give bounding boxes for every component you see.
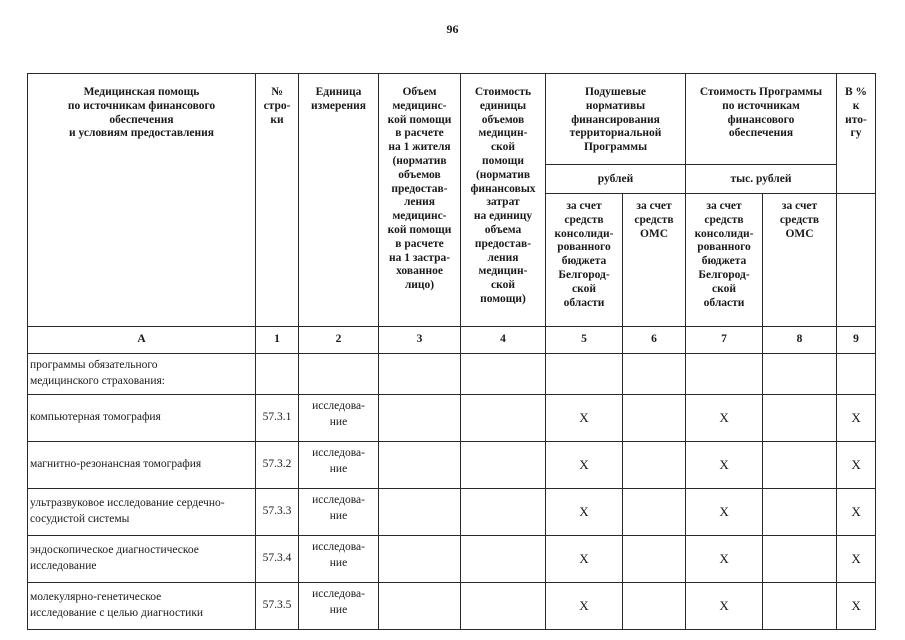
row-col-9: Х [837,583,876,630]
row-col-9: Х [837,395,876,442]
row-name [28,536,256,583]
header-col-6-text: за счет средств ОМС [634,200,674,240]
section-row [28,354,876,395]
header-col-2 [299,74,379,327]
row-code: 57.3.2 [256,442,299,489]
row-col-8 [763,536,837,583]
header-col-2-text: Единица измерения [311,86,366,112]
header-col-9 [837,74,876,194]
header-col-a-text: Медицинская помощь по источникам финансового обеспечения и условиям предоставления [67,86,216,140]
column-number-9: 9 [837,327,876,354]
row-col-3 [379,536,461,583]
section-cell-9 [837,354,876,395]
header-row-1 [28,74,876,165]
row-col-9: Х [837,489,876,536]
financing-table [27,73,876,630]
row-col-3 [379,489,461,536]
row-name [28,489,256,536]
row-unit-text: исследова- ние [312,541,365,569]
column-number-row [28,327,876,354]
column-number-6: 6 [623,327,686,354]
row-name-text: компьютерная томография [30,411,161,424]
header-unit-thousand-rubles [686,165,837,194]
row-col-7: Х [686,583,763,630]
row-col-3 [379,583,461,630]
row-code: 57.3.5 [256,583,299,630]
section-cell-7 [686,354,763,395]
row-unit [299,395,379,442]
header-col-8 [763,194,837,327]
header-unit-rubles-text: рублей [597,173,634,186]
row-col-6 [623,583,686,630]
row-unit-text: исследова- ние [312,447,365,475]
row-col-5: Х [546,536,623,583]
header-col-4 [461,74,546,327]
column-number-5: 5 [546,327,623,354]
row-col-5: Х [546,442,623,489]
header-col-1-text: № стро- ки [263,86,291,126]
row-code: 57.3.3 [256,489,299,536]
row-col-3 [379,395,461,442]
row-col-9: Х [837,442,876,489]
section-cell-6 [623,354,686,395]
row-unit [299,489,379,536]
header-col-9-spacer [837,194,876,327]
row-name-text: магнитно-резонансная томография [30,458,202,471]
table-row [28,395,876,442]
row-unit [299,583,379,630]
row-col-8 [763,583,837,630]
row-name [28,395,256,442]
section-cell-5 [546,354,623,395]
section-cell-8 [763,354,837,395]
header-col-5-6-group-text: Подушевые нормативы финансирования территориальной Программы [569,86,662,154]
table-row [28,536,876,583]
column-number-8: 8 [763,327,837,354]
row-col-4 [461,489,546,536]
row-col-5: Х [546,395,623,442]
header-col-5-text: за счет средств консолиди- рованного бюджета Белгород- ской области [554,200,614,309]
header-col-5 [546,194,623,327]
header-col-a [28,74,256,327]
row-col-7: Х [686,442,763,489]
row-name-text: ультразвуковое исследование сердечно- сосудистой системы [30,497,225,525]
row-unit-text: исследова- ние [312,494,365,522]
row-name-text: эндоскопическое диагностическое исследование [30,544,199,572]
section-title-text: программы обязательного медицинского страхования: [30,359,165,387]
row-col-6 [623,395,686,442]
row-code: 57.3.1 [256,395,299,442]
row-col-8 [763,395,837,442]
header-col-7-text: за счет средств консолиди- рованного бюджета Белгород- ской области [694,200,754,309]
row-col-5: Х [546,583,623,630]
row-col-8 [763,442,837,489]
row-col-7: Х [686,395,763,442]
row-col-3 [379,442,461,489]
header-col-8-text: за счет средств ОМС [779,200,820,240]
row-col-4 [461,583,546,630]
column-number-4: 4 [461,327,546,354]
column-number-a: А [28,327,256,354]
row-col-8 [763,489,837,536]
column-number-7: 7 [686,327,763,354]
row-code: 57.3.4 [256,536,299,583]
row-col-9: Х [837,536,876,583]
header-unit-rubles [546,165,686,194]
row-col-4 [461,536,546,583]
table-row [28,489,876,536]
header-col-4-text: Стоимость единицы объемов медицин- ской помощи (норматив финансовых затрат на единицу объема предостав- ления медицин- ской помощи) [470,86,536,305]
row-col-6 [623,536,686,583]
row-unit-text: исследова- ние [312,588,365,616]
section-cell-1 [256,354,299,395]
header-col-7-8-group-text: Стоимость Программы по источникам финансового обеспечения [699,86,823,140]
header-col-7-8-group [686,74,837,165]
table-row [28,442,876,489]
row-unit [299,442,379,489]
header-col-3 [379,74,461,327]
row-col-6 [623,489,686,536]
header-col-7 [686,194,763,327]
row-col-7: Х [686,536,763,583]
page-number: 96 [446,22,459,36]
row-unit-text: исследова- ние [312,400,365,428]
row-col-5: Х [546,489,623,536]
column-number-3: 3 [379,327,461,354]
row-unit [299,536,379,583]
header-unit-thousand-rubles-text: тыс. рублей [730,173,792,186]
column-number-2: 2 [299,327,379,354]
row-col-4 [461,395,546,442]
table-row [28,583,876,630]
section-cell-3 [379,354,461,395]
section-cell-4 [461,354,546,395]
row-col-4 [461,442,546,489]
row-name [28,442,256,489]
section-cell-2 [299,354,379,395]
row-col-7: Х [686,489,763,536]
header-col-3-text: Объем медицинс- кой помощи в расчете на 1 жителя (норматив объемов предостав- ления медицинс- кой помощи в расчете на 1 застра- хованное лицо) [387,86,452,292]
column-number-1: 1 [256,327,299,354]
header-col-6 [623,194,686,327]
section-title [28,354,256,395]
header-col-1 [256,74,299,327]
header-col-9-text: В % к ито- гу [844,86,868,140]
row-name-text: молекулярно-генетическое исследование с целью диагностики [30,591,204,619]
row-col-6 [623,442,686,489]
header-col-5-6-group [546,74,686,165]
row-name [28,583,256,630]
